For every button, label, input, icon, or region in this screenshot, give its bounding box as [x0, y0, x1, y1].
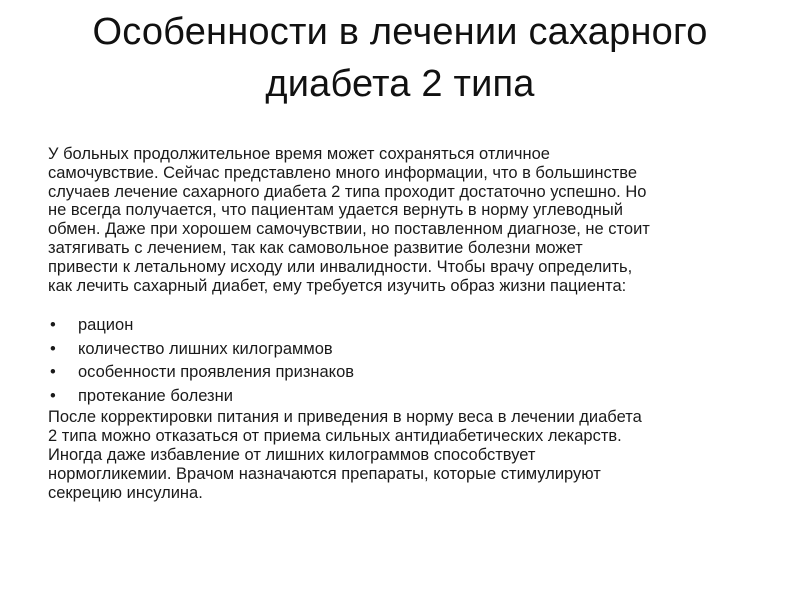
bullet-icon: • — [50, 316, 56, 335]
outro-line: После корректировки питания и приведения в норму веса в лечении диабета — [48, 408, 642, 427]
intro-line: затягивать с лечением, так как самовольное развитие болезни может — [48, 238, 583, 257]
bullet-icon: • — [50, 386, 56, 405]
list-item — [48, 314, 760, 338]
list-item-label: количество лишних килограммов — [78, 339, 333, 358]
intro-line: У больных продолжительное время может сохраняться отличное — [48, 145, 550, 163]
intro-line: обмен. Даже при хорошем самочувствии, но поставленном диагнозе, не стоит — [48, 220, 650, 239]
slide-body — [48, 145, 760, 502]
list-item — [48, 385, 760, 409]
list-item-label: рацион — [78, 316, 134, 335]
bullet-icon: • — [50, 339, 56, 358]
title-line-2: диабета 2 типа — [265, 63, 535, 105]
slide-title — [20, 6, 780, 110]
intro-line: самочувствие. Сейчас представлено много информации, что в большинстве — [48, 163, 638, 182]
outro-line: секрецию инсулина. — [48, 483, 203, 502]
intro-line: не всегда получается, что пациентам удается вернуть в норму углеводный — [48, 201, 623, 220]
outro-line: 2 типа можно отказаться от приема сильных антидиабетических лекарств. — [48, 427, 622, 446]
list-item — [48, 338, 760, 362]
list-item-label: особенности проявления признаков — [78, 363, 355, 382]
intro-line: привести к летальному исходу или инвалидности. Чтобы врачу определить, — [48, 257, 633, 276]
factor-list — [48, 314, 760, 408]
intro-line: случаев лечение сахарного диабета 2 типа проходит достаточно успешно. Но — [48, 182, 647, 201]
intro-line: как лечить сахарный диабет, ему требуется изучить образ жизни пациента: — [48, 276, 627, 295]
outro-paragraph — [48, 408, 760, 502]
list-item-label: протекание болезни — [78, 386, 233, 405]
list-item — [48, 361, 760, 385]
bullet-icon: • — [50, 363, 56, 382]
outro-line: Иногда даже избавление от лишних килограммов способствует — [48, 445, 536, 464]
title-line-1: Особенности в лечении сахарного — [92, 11, 708, 53]
intro-paragraph — [48, 145, 760, 295]
outro-line: нормогликемии. Врачом назначаются препараты, которые стимулируют — [48, 464, 601, 483]
